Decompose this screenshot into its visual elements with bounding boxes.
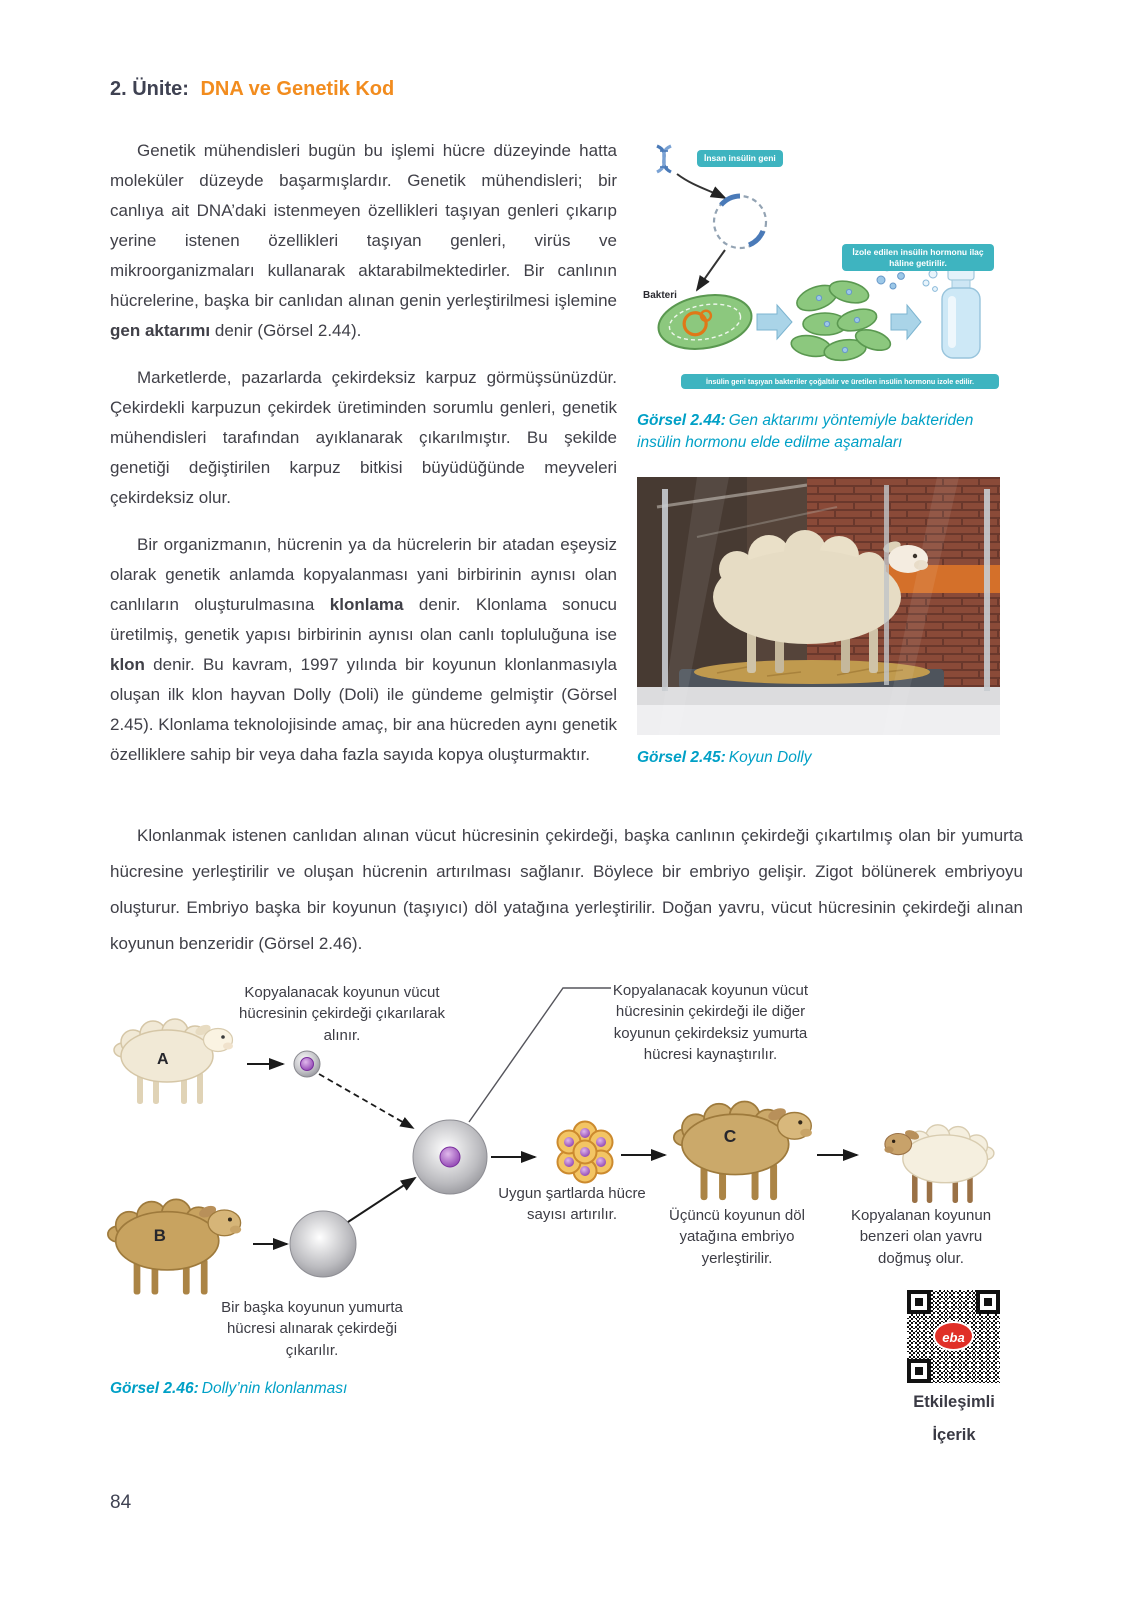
block-arrow-1: [757, 305, 792, 339]
figure-2-44-caption: [637, 410, 1003, 455]
sheep-a-letter: A: [157, 1051, 169, 1068]
figure-2-46-caption: [110, 1380, 530, 1398]
sheep-b-letter: B: [153, 1225, 166, 1245]
figure-2-44-caption-text: Gen aktarımı yöntemiyle bakteriden insülin hormonu elde edilme aşamaları: [637, 412, 974, 452]
page-number: 84: [110, 1492, 132, 1513]
bottom-caption-strip: İnsülin geni taşıyan bakteriler çoğaltılır ve üretilen insülin hormonu izole edilir.: [681, 374, 999, 389]
bacteria-cluster: [790, 277, 893, 362]
paragraph-3-text-2: denir. Klonlama sonucu üretilmiş, genetik yapısı birbirinin aynısı olan canlı topluluğuna ise: [110, 595, 617, 644]
sheep-c-letter: C: [723, 1126, 737, 1147]
qr-code: [905, 1288, 1002, 1385]
lamb: [884, 1125, 993, 1203]
isolate-hormone-badge: İzole edilen insülin hormonu ilaç hâline getirilir.: [842, 244, 994, 271]
eba-logo: eba: [933, 1321, 974, 1351]
enucleated-egg-cell: [290, 1211, 356, 1277]
plasmid-ring: [714, 196, 766, 248]
paragraph-3-bold-2: klon: [110, 655, 145, 674]
intro-paragraph-wrap: [110, 818, 1023, 962]
label-fuse-cells: Kopyalanacak koyunun vücut hücresinin çekirdeği ile diğer koyunun çekirdeksiz yumurta hücresi kaynaştırılır.: [612, 982, 809, 1063]
paragraph-3-text-3: denir. Bu kavram, 1997 yılında bir koyunun klonlanmasıyla oluşan ilk klon hayvan Dolly (Doli) ile gündeme gelmiştir (Görsel 2.45). Klonlama teknolojisinde amaç, bir ana hücreden aynı genetik özelliklere sahip bir veya daha fazla sayıda kopya oluşturmaktır.: [110, 655, 617, 764]
interactive-content-line2: İçerik: [932, 1426, 976, 1444]
dolly-photo: [637, 477, 1000, 735]
unit-number: 2. Ünite:: [110, 78, 189, 100]
arrow-nucleus-transfer: [319, 1074, 413, 1128]
unit-title: DNA ve Genetik Kod: [200, 78, 395, 100]
arrow-egg-to-fused: [348, 1178, 415, 1222]
figure-2-44: [637, 138, 1003, 398]
label-extract-nucleus: Kopyalanacak koyunun vücut hücresinin çekirdeği çıkarılarak alınır.: [239, 984, 445, 1044]
sheep-a: [114, 1019, 233, 1104]
label-clone-born: Kopyalanan koyunun benzeri olan yavru doğmuş olur.: [850, 1207, 992, 1267]
interactive-content-line1: Etkileşimli: [913, 1393, 995, 1411]
figure-2-46-caption-label: Görsel 2.46:: [110, 1380, 199, 1397]
label-embryo-implant: Üçüncü koyunun döl yatağına embriyo yerleştirilir.: [669, 1207, 805, 1267]
fused-cell: [413, 1120, 487, 1194]
figure-2-45-caption-text: Koyun Dolly: [728, 748, 812, 766]
human-insulin-gene-badge: İnsan insülin geni: [697, 150, 783, 167]
somatic-cell: [294, 1051, 320, 1077]
paragraph-3-bold-1: klonlama: [329, 595, 404, 614]
paragraph-1-text: Genetik mühendisleri bugün bu işlemi hücre düzeyinde hatta moleküler düzeyde başarmışlardır. Genetik mühendisleri; bir canlıya ait DNA’daki istenmeyen özellikleri taşıyan genleri çıkarıp yerine istenen özellikleri taşıyan genleri, virüs ve mikroorganizmaları kullanarak aktarabilmektedirler. Bir canlının hücrelerine, başka bir canlıdan alınan genin yerleştirilmesi işlemine: [110, 141, 617, 310]
paragraph-3: [110, 530, 617, 770]
bacterium-label: Bakteri: [643, 290, 677, 301]
block-arrow-2: [891, 305, 921, 339]
paragraph-4: Klonlanmak istenen canlıdan alınan vücut hücresinin çekirdeği, başka canlının çekirdeği çıkartılmış olan bir yumurta hücresine yerleştirilir ve oluşan hücrenin artırılması sağlanır. Böylece bir embriyo gelişir. Zigot bölünerek embriyoyu oluşturur. Embriyo başka bir koyunun (taşıyıcı) döl yatağına yerleştirilir. Doğan yavru, vücut hücresinin çekirdeği alınan koyunun benzeridir (Görsel 2.46).: [110, 826, 1023, 953]
figure-2-44-caption-label: Görsel 2.44:: [637, 412, 726, 429]
label-egg-enucleation: Bir başka koyunun yumurta hücresi alınarak çekirdeği çıkarılır.: [221, 1299, 403, 1359]
figure-2-45-caption: [637, 747, 1003, 769]
figure-2-46-caption-text: Dolly’nin klonlanması: [201, 1380, 348, 1397]
paragraph-1: [110, 136, 617, 346]
label-cell-division: Uygun şartlarda hücre sayısı artırılır.: [498, 1185, 646, 1224]
insulin-vial: [923, 268, 980, 358]
paragraph-1-text-2: denir (Görsel 2.44).: [210, 321, 362, 340]
arrow-plasmid-to-bacteria: [697, 250, 725, 290]
right-figure-column: [637, 138, 1003, 769]
unit-header: [110, 78, 394, 101]
sheep-b: [108, 1199, 241, 1294]
paragraph-1-bold: gen aktarımı: [110, 321, 211, 340]
sheep-c: [674, 1101, 812, 1200]
figure-2-45-caption-label: Görsel 2.45:: [637, 748, 726, 766]
paragraph-2: Marketlerde, pazarlarda çekirdeksiz karpuz görmüşsünüzdür. Çekirdekli karpuzun çekirdek üretiminden sorumlu genleri, genetik mühendisleri tarafından ayıklanarak çıkarılmıştır. Bu şekilde genetiği değiştirilen karpuz bitkisi büyüdüğünde meyveleri çekirdeksiz olur.: [110, 368, 617, 507]
dna-icon: [657, 146, 671, 172]
paragraph-3-text: Bir organizmanın, hücrenin ya da hücrelerin bir atadan eşeysiz olarak genetik anlamda kopyalanması yani birbirinin aynısı olan canlıların oluşturulmasına: [110, 535, 617, 614]
left-text-column: [110, 136, 617, 787]
arrow-dna-to-plasmid: [677, 174, 725, 198]
figure-2-45: [637, 477, 1000, 735]
